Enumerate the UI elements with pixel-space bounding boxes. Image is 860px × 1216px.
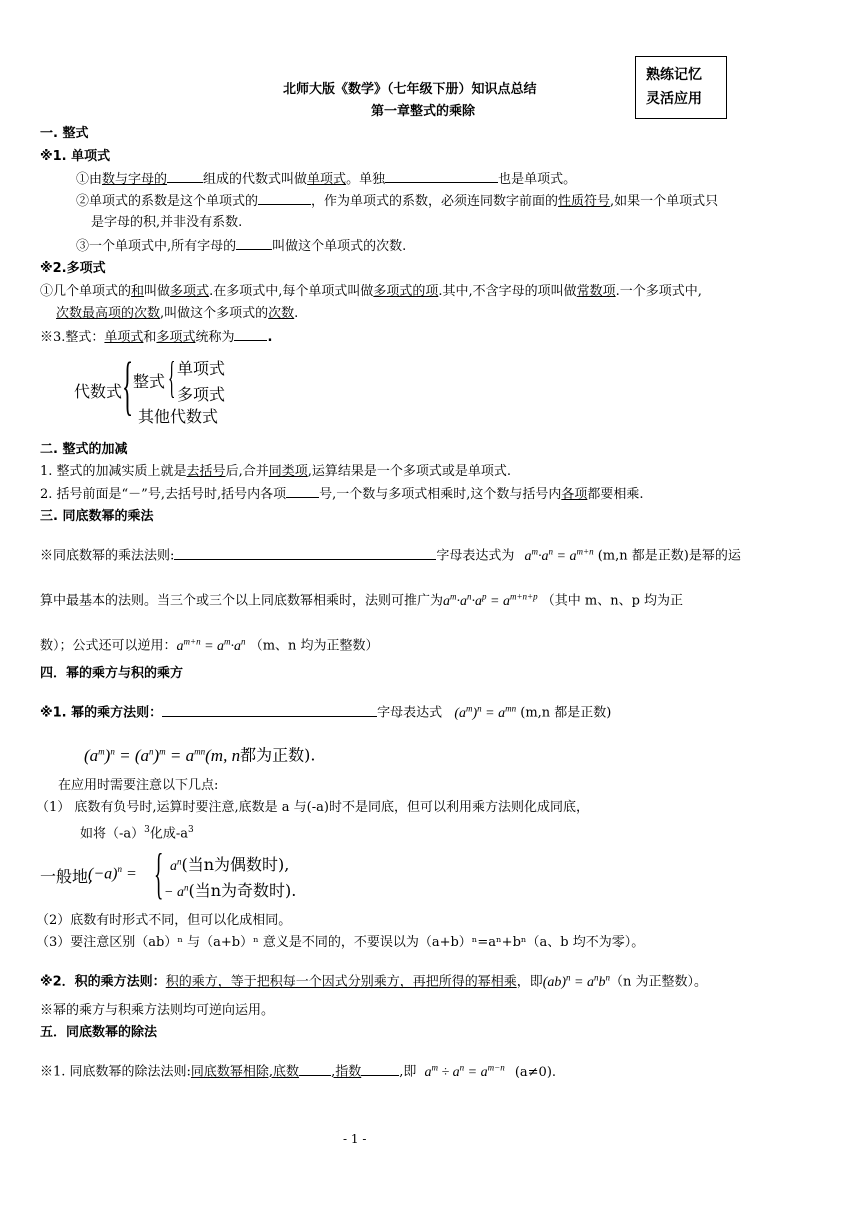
formula-reverse: $a^{m+n} = a^m\cdot a^n$	[176, 636, 246, 654]
power-product-line-2: 算中最基本的法则。当三个或三个以上同底数幂相乘时，法则可推广为$a^m\cdot a^n\cdot a^p = a^{m+n+p}$ （其中 m、n、p 均为正	[40, 591, 684, 609]
addition-line-2: 2. 括号前面是“－”号,去括号时,括号内各项 号,一个数与多项式相乘时,这个数与括号内各项都要相乘.	[40, 487, 644, 502]
classification-tree	[70, 349, 250, 430]
formula-power-of-power: $(a^m)^n = a^{mn}$	[454, 703, 517, 721]
notes-intro: 在应用时需要注意以下几点:	[58, 778, 219, 793]
page-number: - 1 -	[343, 1132, 367, 1146]
note-2: （2）底数有时形式不同，但可以化成相同。	[36, 913, 292, 928]
section-2-heading: 二. 整式的加减	[40, 442, 128, 457]
stamp-line-1: 熟练记忆	[646, 67, 702, 83]
section-4-heading: 四．幂的乘方与积的乘方	[40, 666, 184, 681]
piecewise-case-1: $a^n$(当n为偶数时),	[170, 855, 290, 874]
reverse-note: ※幂的乘方与积乘方法则均可逆向运用。	[40, 1003, 275, 1018]
monomial-line-2: ②单项式的系数是这个单项式的 ，作为单项式的系数，必须连同数字前面的性质符号,如果一个单项式只	[76, 194, 719, 209]
product-power-line: ※2．积的乘方法则：积的乘方，等于把积每一个因式分别乘方，再把所得的幂相乘，即$(ab)^n = a^nb^n(n$ 为正整数）。	[40, 972, 708, 990]
tree-root: 代数式	[74, 382, 123, 401]
polynomial-heading: ※2.多项式	[40, 261, 106, 276]
polynomial-line-2: 次数最高项的次数,叫做这个多项式的次数.	[56, 306, 299, 321]
formula-product-power: $(ab)^n = a^nb^n$	[542, 972, 610, 990]
monomial-line-1: ①由数与字母的 组成的代数式叫做单项式。单独 也是单项式。	[76, 172, 577, 187]
integral-expression-line: ※3.整式：单项式和多项式统称为 .	[40, 330, 273, 345]
power-product-line-1: ※同底数幂的乘法法则: 字母表达式为 $a^m\cdot a^n = a^{m+n}$ (m,n 都是正数)是幂的运	[40, 546, 741, 564]
note-3: （3）要注意区别（ab）ⁿ 与（a+b）ⁿ 意义是不同的，不要误以为（a+b）ⁿ=aⁿ+bⁿ（a、b 均不为零）。	[36, 935, 645, 950]
stamp-line-2: 灵活应用	[646, 91, 702, 107]
section-1-heading: 一. 整式	[40, 126, 89, 141]
tree-brace-inner: {	[168, 353, 176, 402]
tree-brace-outer: {	[122, 349, 134, 422]
chapter-title: 第一章整式的乘除	[371, 104, 476, 119]
section-5-heading: 五．同底数幂的除法	[40, 1025, 158, 1040]
addition-line-1: 1. 整式的加减实质上就是去括号后,合并同类项,运算结果是一个多项式或是单项式.	[40, 464, 511, 479]
formula-division: $a^m \div a^n = a^{m-n}$	[424, 1062, 505, 1080]
piecewise-lead: 一般地,	[40, 867, 94, 886]
document-title: 北师大版《数学》（七年级下册）知识点总结	[283, 82, 537, 97]
piecewise-brace: {	[154, 843, 164, 905]
power-product-line-3: 数）；公式还可以逆用：$a^{m+n} = a^m\cdot a^n$ （m、n 均为正整数）	[40, 636, 379, 654]
tree-leaf-polynomial: 多项式	[177, 385, 226, 404]
division-rule-line: ※1. 同底数幂的除法法则:同底数幂相除,底数 ,指数 ,即 $a^m \div a^n = a^{m-n}$ (a≠0).	[40, 1062, 557, 1080]
tree-leaf-monomial: 单项式	[177, 359, 226, 378]
tree-leaf-other: 其他代数式	[138, 407, 219, 426]
stamp-box	[635, 56, 727, 119]
monomial-line-3: 是字母的积,并非没有系数.	[91, 215, 243, 230]
piecewise-case-2: − $a^n$(当n为奇数时).	[164, 881, 297, 900]
monomial-heading: ※1. 单项式	[40, 149, 111, 164]
formula-power-commute: $(a^m)^n = (a^n)^m = a^{mn}(m$, n都为正数).	[84, 745, 316, 765]
piecewise-lhs: $(-a)^n$ =	[88, 864, 137, 883]
note-1-example: 如将$(-a)^3$化成$-a^3$	[80, 825, 194, 842]
monomial-line-4: ③一个单项式中,所有字母的 叫做这个单项式的次数.	[76, 239, 407, 254]
formula-three-factor: $a^m\cdot a^n\cdot a^p = a^{m+n+p}$	[443, 591, 538, 609]
power-of-power-line: ※1. 幂的乘方法则： 字母表达式 $(a^m)^n = a^{mn}$ (m,n 都是正数)	[40, 703, 612, 721]
piecewise-formula	[40, 843, 360, 905]
polynomial-line-1: ①几个单项式的和叫做多项式.在多项式中,每个单项式叫做多项式的项.其中,不含字母的项叫做常数项.一个多项式中,	[40, 284, 702, 299]
note-1: （1） 底数有负号时,运算时要注意,底数是 a 与(-a)时不是同底，但可以利用乘方法则化成同底，	[36, 800, 589, 815]
tree-mid: 整式	[133, 372, 166, 391]
section-3-heading: 三. 同底数幂的乘法	[40, 509, 154, 524]
formula-product-rule: $a^m\cdot a^n = a^{m+n}$	[524, 546, 594, 564]
